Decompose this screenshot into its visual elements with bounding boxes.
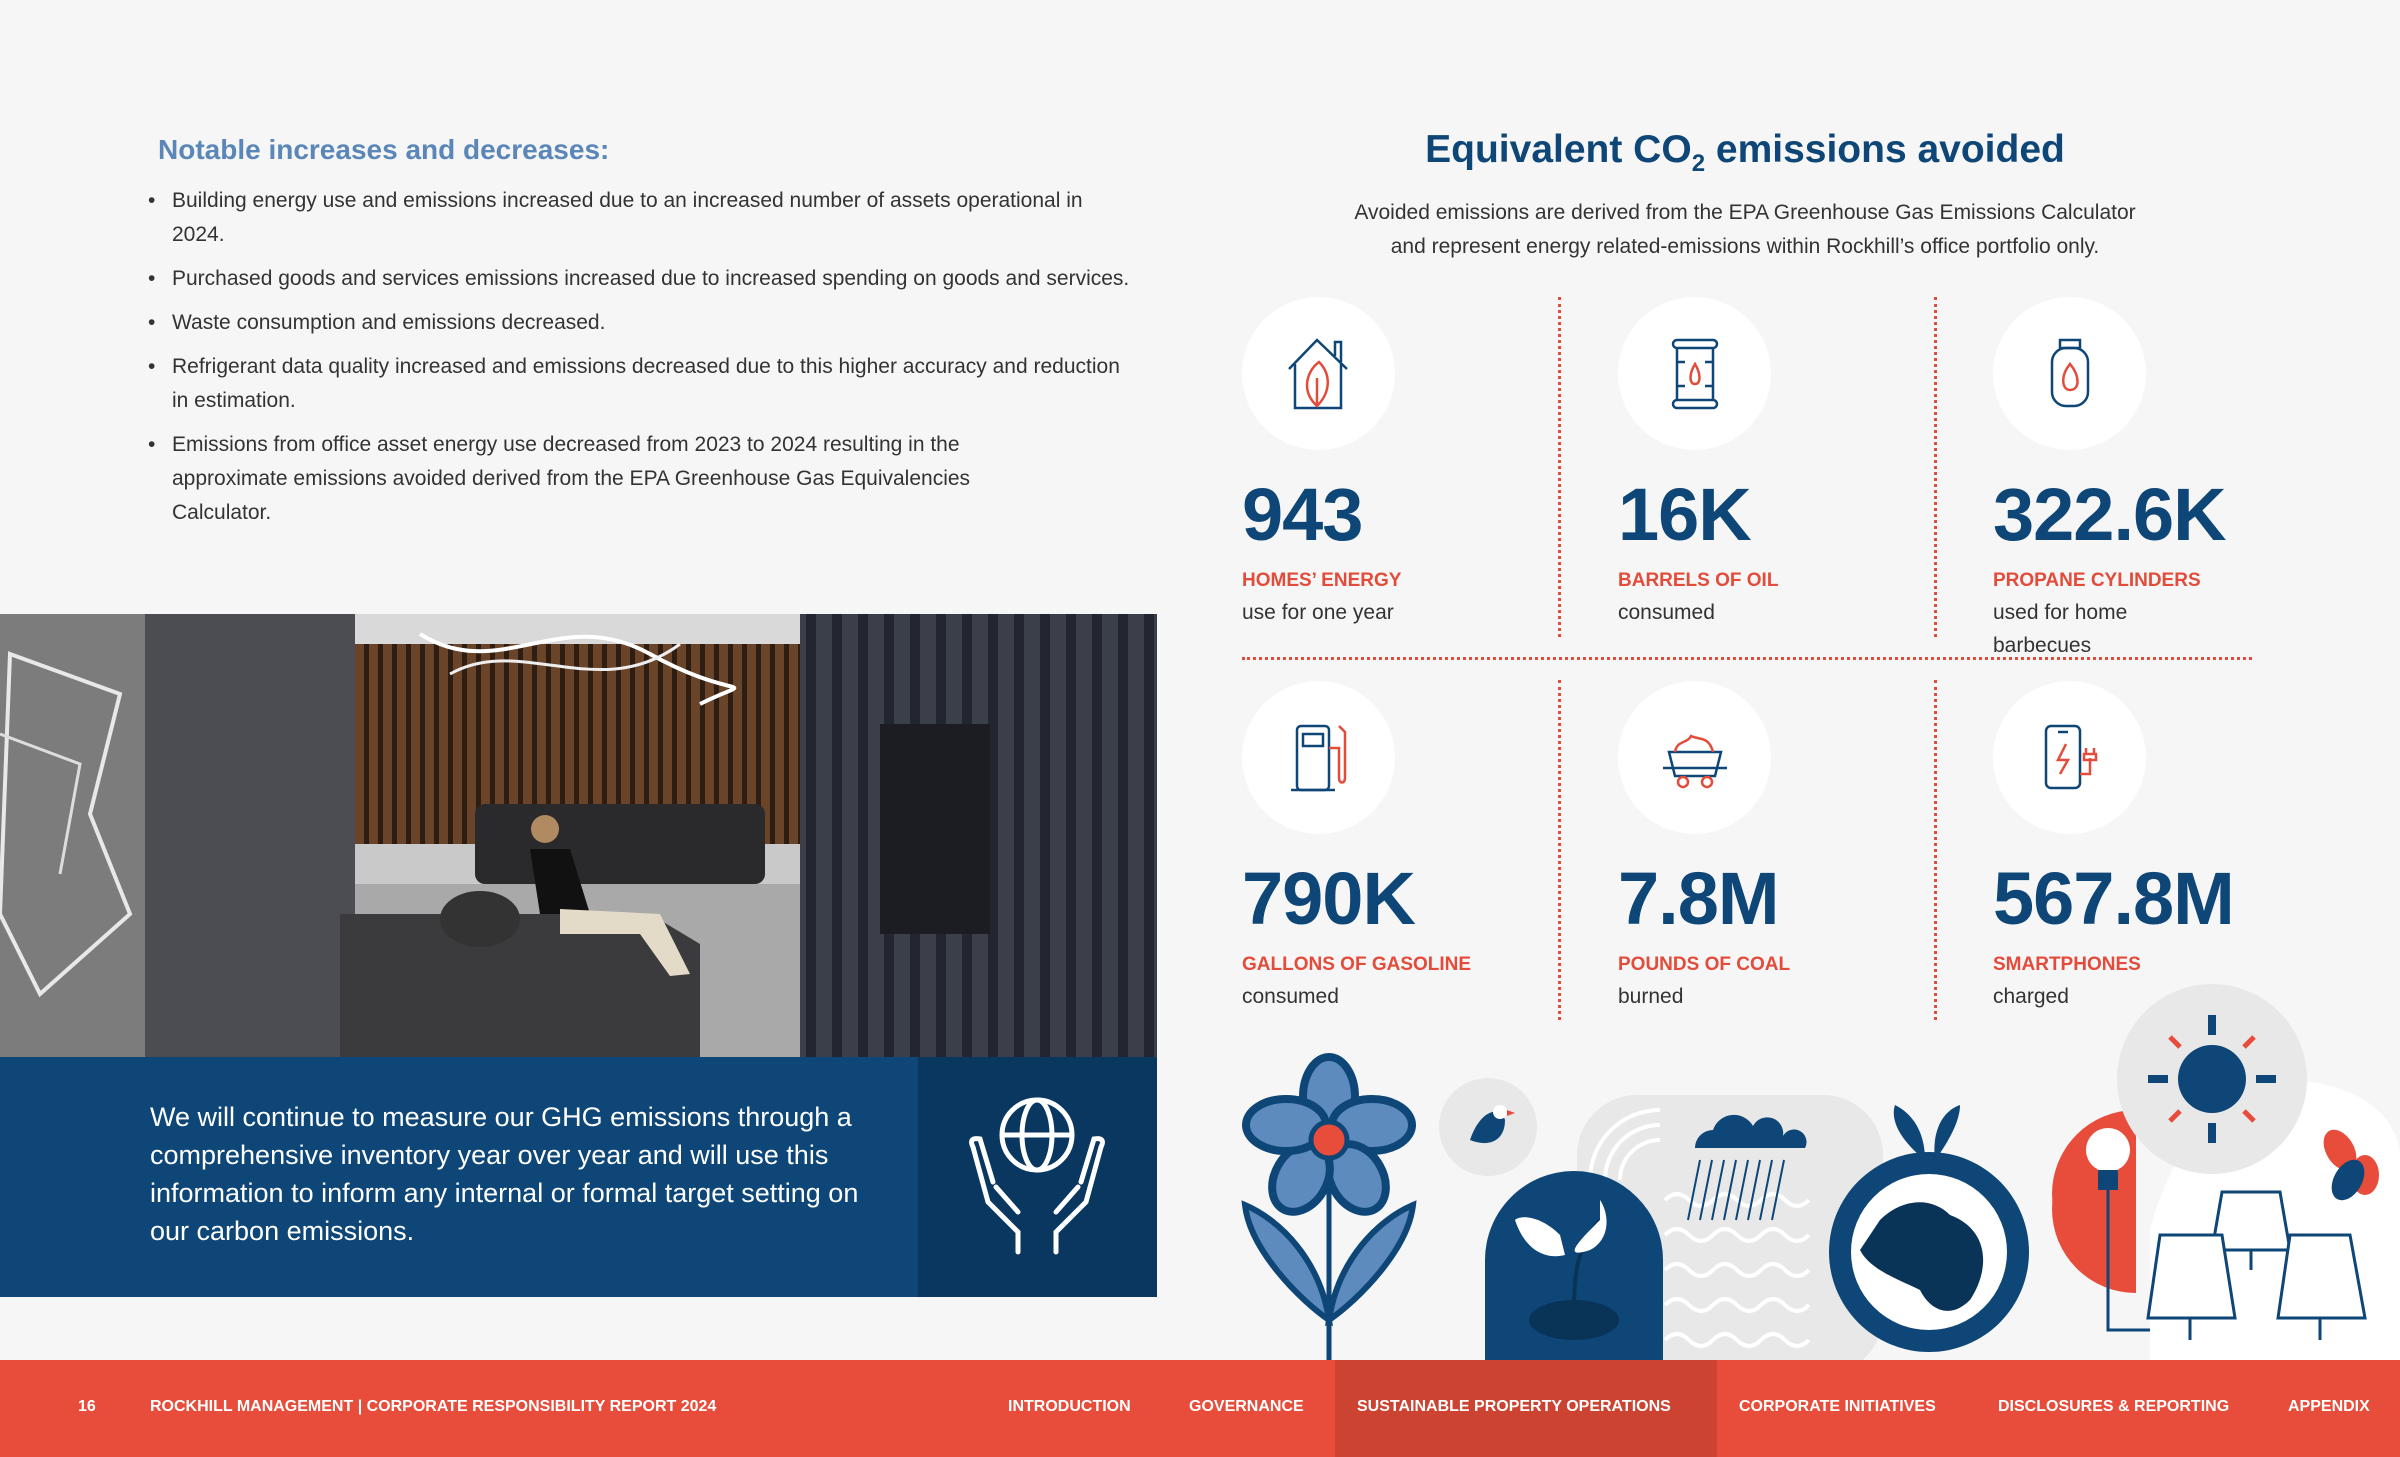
bullet-item: • Emissions from office asset energy use decreased from 2023 to 2024 resulting in the approximate emissions avoided derived from the EPA Greenhouse Gas Equivalencies Calculator. [148, 428, 1028, 530]
stat-oil: 16K BARRELS OF OIL consumed [1618, 297, 1948, 629]
nav-governance[interactable]: GOVERNANCE [1189, 1398, 1304, 1415]
flower [1245, 1057, 1413, 1360]
bullet-item: • Waste consumption and emissions decreased. [148, 306, 1138, 340]
bullet-item: • Purchased goods and services emissions increased due to increased spending on goods and services. [148, 262, 1138, 296]
section-heading: Notable increases and decreases: [158, 134, 610, 165]
nav-appendix[interactable]: APPENDIX [2288, 1398, 2370, 1415]
nav-corporate-initiatives[interactable]: CORPORATE INITIATIVES [1739, 1398, 1936, 1415]
footer-bar [0, 1360, 2400, 1457]
page-title: Equivalent $CO_2$ emissions avoided [1425, 128, 2065, 177]
page-number: 16 [78, 1398, 96, 1415]
stat-coal: 7.8M POUNDS OF COAL burned [1618, 681, 1948, 1013]
stat-gasoline: 790K GALLONS OF GASOLINE consumed [1242, 681, 1572, 1013]
stat-homes: 943 HOMES’ ENERGY use for one year [1242, 297, 1572, 629]
callout-text: We will continue to measure our GHG emissions through a comprehensive inventory year over year and will use this information to inform any internal or formal target setting on our carbon emissions. [150, 1102, 859, 1246]
subtitle: Avoided emissions are derived from the EPA Greenhouse Gas Emissions Calculator and represent energy related-emissions within Rockhill’s office portfolio only. [1354, 201, 2136, 258]
nav-introduction[interactable]: INTRODUCTION [1008, 1398, 1131, 1415]
stat-propane: 322.6K PROPANE CYLINDERS used for home barbecues [1993, 297, 2323, 662]
bird-icon [1439, 1078, 1537, 1176]
stat-smartphones: 567.8M SMARTPHONES charged [1993, 681, 2323, 1013]
nav-sustainable-property-operations[interactable]: SUSTAINABLE PROPERTY OPERATIONS [1357, 1398, 1671, 1415]
report-title: ROCKHILL MANAGEMENT | CORPORATE RESPONSIBILITY REPORT 2024 [150, 1398, 717, 1415]
sprout-arch [1485, 1171, 1663, 1360]
bullet-item: • Building energy use and emissions increased due to an increased number of assets operational in 2024. [148, 184, 1138, 252]
nav-disclosures-reporting[interactable]: DISCLOSURES & REPORTING [1998, 1398, 2230, 1415]
bullet-item: • Refrigerant data quality increased and emissions decreased due to this higher accuracy and reduction in estimation. [148, 350, 1138, 418]
